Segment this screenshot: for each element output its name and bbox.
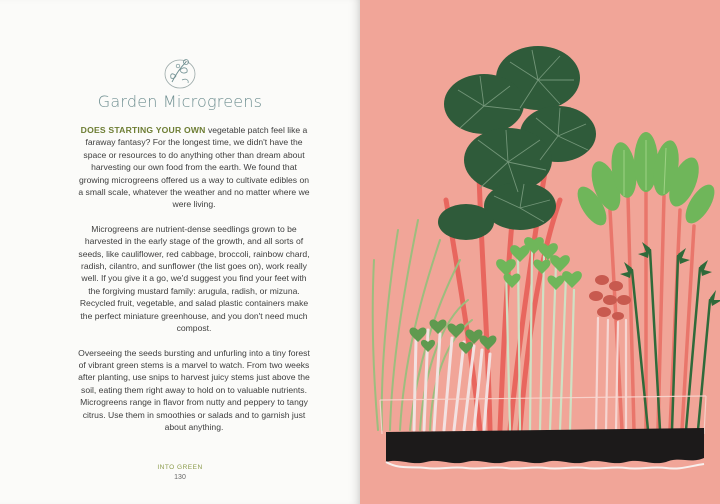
body-text xyxy=(78,124,310,445)
page-title: Garden Microgreens xyxy=(97,92,263,111)
lead-in: DOES STARTING YOUR OWN xyxy=(80,125,206,135)
paragraph-text: Microgreens are nutrient-dense seedlings grown to be harvested in the early stage of the growth, and all sorts of seeds, like cauliflower, red cabbage, broccoli, rainbow chard, radish, cilantro, and sunflower (the list goes on), work really well. If you give it a go, we'd suggest you find your feet with the forgiving mustard family: arugula, radish, or mizuna. Recycled fruit, vegetable, and salad plastic containers make the perfect miniature greenhouse, and you don't need much compost. xyxy=(78,223,310,334)
paragraph-text: Overseeing the seeds bursting and unfurling into a tiny forest of vibrant green stems is a marvel to watch. From two weeks after planting, use snips to harvest juicy stems just above the soil, eating them right away to hold on to valuable nutrients. Microgreens range in flavor from nutty and peppery to tangy citrus. Use them in smoothies or salads and to garnish just about anything. xyxy=(78,347,310,432)
paragraph-1 xyxy=(78,124,310,211)
botanical-sprig-icon xyxy=(158,52,202,92)
paragraph-3 xyxy=(78,347,310,434)
paragraph-2 xyxy=(78,223,310,335)
paragraph-text: vegetable patch feel like a faraway fantasy? For the longest time, we didn't have the space or resources to do anything other than dream about harvesting our own food from the earth. We found that growing microgreens offered us a way to cultivate edibles on a small scale, whatever the weather and no matter where we were living. xyxy=(78,125,310,210)
illustration-page xyxy=(360,0,720,504)
running-footer: INTO GREEN xyxy=(157,464,203,471)
soil-tray xyxy=(386,428,704,463)
page-number: 130 xyxy=(174,474,186,481)
microgreens-tray-illustration xyxy=(360,0,720,504)
